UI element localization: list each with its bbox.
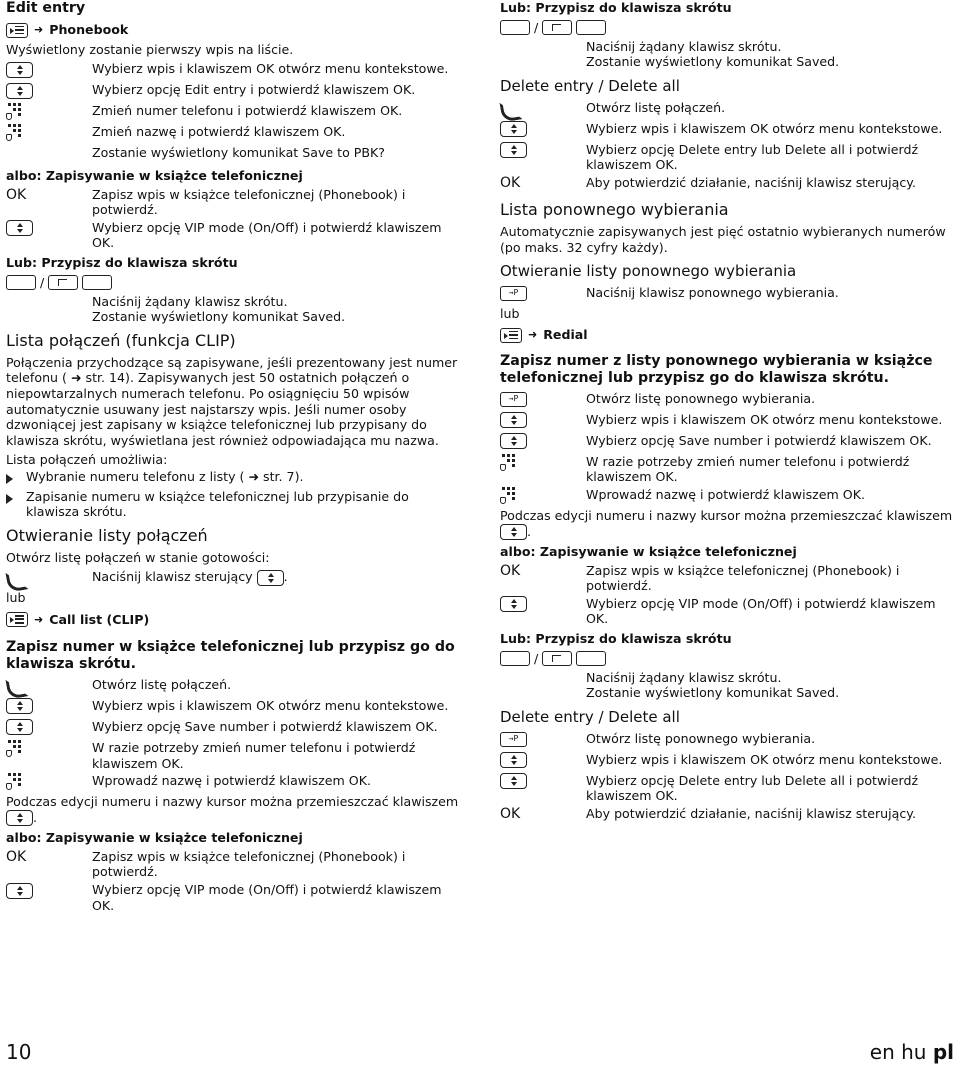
nav-key-icon [6,62,33,78]
lub-heading: Lub: Przypisz do klawisza skrótu [500,0,732,15]
step-text: Naciśnij żądany klawisz skrótu. [92,293,288,309]
step [500,806,956,825]
redial-key-icon: →P [500,732,527,747]
step [500,412,956,431]
menu-target: Redial [543,327,588,343]
step [6,124,464,143]
alt-heading: albo: Zapisywanie w książce telefonicznej [6,830,303,846]
call-key-icon [500,100,518,116]
step [500,563,956,594]
shortcut-key-icon [500,20,530,35]
step [500,731,956,750]
edit-entry-menu-path [6,21,464,40]
edit-entry-intro: Wyświetlony zostanie pierwszy wpis na liście. [6,41,294,57]
step [500,100,956,119]
redial-key-icon: →P [500,286,527,301]
step [500,487,956,506]
step [500,175,956,194]
step [6,882,464,913]
step [6,849,464,880]
redial-list-paragraph: Automatycznie zapisywanych jest pięć ostatnio wybieranych numerów (po maks. 32 cyfry każdy). [500,223,946,255]
open-call-list-heading: Otwieranie listy połączeń [6,525,208,545]
step [500,596,956,627]
step [6,61,464,80]
step [500,433,956,452]
step [500,285,956,304]
lub-heading: Lub: Przypisz do klawisza skrótu [6,255,238,271]
current-language: pl [932,1040,954,1064]
slash: / [534,650,539,666]
call-key-icon [6,677,24,693]
step: Naciśnij klawisz sterujący . [6,569,464,588]
keypad-icon [6,124,22,141]
nav-key-icon [6,698,33,714]
step-text: W razie potrzeby zmień numer telefonu i potwierdź klawiszem OK. [586,453,910,485]
nav-key-icon [500,752,527,768]
step-text: Wybierz opcję Save number i potwierdź klawiszem OK. [92,718,438,734]
step-text: Zostanie wyświetlony komunikat Saved. [586,54,840,70]
ok-key-label: OK [500,562,521,579]
save-redial-heading: Zapisz numer z listy ponownego wybierania w książce telefonicznej lub przypisz go do klawisza skrótu. [500,352,933,387]
step [500,121,956,140]
lub-heading: Lub: Przypisz do klawisza skrótu [500,631,732,646]
step-text: Aby potwierdzić działanie, naciśnij klawisz sterujący. [586,805,916,821]
step-text: Wybierz wpis i klawiszem OK otwórz menu kontekstowe. [92,61,449,77]
or-label: lub [500,306,520,322]
nav-key-icon [500,773,527,789]
step [500,454,956,485]
step [500,670,956,701]
step-text: Wybierz opcję VIP mode (On/Off) i potwierdź klawiszem OK. [92,219,442,251]
step-text: Zostanie wyświetlony komunikat Saved. [92,309,346,325]
slash: / [534,19,539,35]
slash: / [40,274,45,290]
page-number: 10 [6,1040,32,1064]
arrow-right-icon: ➜ [528,328,538,342]
arrow-right-icon: ➜ [34,23,44,37]
step-text: Naciśnij żądany klawisz skrótu. [586,669,782,685]
left-column [6,0,464,915]
nav-key-icon [6,810,33,826]
step-text: Naciśnij klawisz ponownego wybierania. [586,285,839,301]
keypad-icon [6,103,22,120]
step-text: Aby potwierdzić działanie, naciśnij klawisz sterujący. [586,174,916,190]
step-text: Wprowadź nazwę i potwierdź klawiszem OK. [92,773,371,789]
bullet-triangle-icon [6,469,26,488]
call-list-paragraph: Połączenia przychodzące są zapisywane, jeśli prezentowany jest numer telefonu ( ➜ str. 14). Zapisywanych jest 50 ostatnich połączeń o niepowtarzalnych numerach telefonu. Po osiągnięciu 50 wpisów automatycznie usuwany jest najstarszy wpis. Jeśli numer osoby dzwoniącej jest zapisany w książce telefonicznej lub przypisany do klawisza skrótu, wyświetlana jest również odpowiadająca mu nazwa. [6,354,458,448]
step-text: Zmień numer telefonu i potwierdź klawiszem OK. [92,103,403,119]
step-text: Wybierz wpis i klawiszem OK otwórz menu kontekstowe. [586,751,943,767]
step-text: Zmień nazwę i potwierdź klawiszem OK. [92,124,346,140]
shortcut-key-icon [500,651,530,666]
step-text: Otwórz listę ponownego wybierania. [586,390,816,406]
nav-key-icon [257,570,284,586]
step [6,740,464,771]
step [6,82,464,101]
menu-target: Call list (CLIP) [49,611,150,627]
keypad-icon [6,740,22,757]
nav-key-icon [500,524,527,540]
menu-key-icon [6,23,28,38]
keypad-icon [6,773,22,790]
cursor-note: Podczas edycji numeru i nazwy kursor można przemieszczać klawiszem . [6,794,459,825]
nav-key-icon [500,433,527,449]
nav-key-icon [6,220,33,236]
step-text: Wybierz wpis i klawiszem OK otwórz menu kontekstowe. [586,411,943,427]
menu-key-icon [6,612,28,627]
or-label: lub [6,590,26,606]
shortcut-key-icon [576,20,606,35]
step-text: Wprowadź nazwę i potwierdź klawiszem OK. [586,486,865,502]
cursor-note: Podczas edycji numeru i nazwy kursor można przemieszczać klawiszem . [500,507,953,539]
call-key-icon [6,570,24,586]
step [6,103,464,122]
keypad-icon [500,487,516,504]
menu-target: Phonebook [49,22,129,38]
soft-key-icon [48,275,78,290]
step-text: Otwórz listę ponownego wybierania. [586,730,816,746]
call-list-menu-path [6,610,464,629]
step-text: Zapisz wpis w książce telefonicznej (Phonebook) i potwierdź. [92,848,406,880]
step-text: Otwórz listę połączeń. [586,99,726,115]
keypad-icon [500,454,516,471]
soft-key-icon [542,651,572,666]
ok-key-label: OK [6,186,27,203]
step-text: Zapisz wpis w książce telefonicznej (Phonebook) i potwierdź. [586,562,900,594]
step-text: W razie potrzeby zmień numer telefonu i potwierdź klawiszem OK. [92,739,416,771]
step-text: Zapisz wpis w książce telefonicznej (Phonebook) i potwierdź. [92,186,406,218]
ok-key-label: OK [6,848,27,865]
step-text: Wybierz opcję VIP mode (On/Off) i potwierdź klawiszem OK. [92,882,442,913]
shortcut-keys [500,19,956,37]
step [6,145,464,164]
step [500,752,956,771]
alt-heading: albo: Zapisywanie w książce telefonicznej [6,168,303,184]
shortcut-key-icon [576,651,606,666]
step-text: Wybierz opcję Edit entry i potwierdź klawiszem OK. [92,82,416,98]
bullet-triangle-icon [6,489,26,520]
step-text: Wybierz opcję VIP mode (On/Off) i potwierdź klawiszem OK. [586,595,936,627]
list-item [6,469,464,488]
call-list-heading: Lista połączeń (funkcja CLIP) [6,330,236,350]
step [500,142,956,173]
ok-key-label: OK [500,805,521,822]
step [6,187,464,218]
step-text: Zostanie wyświetlony komunikat Save to PBK? [92,145,385,161]
shortcut-key-icon [82,275,112,290]
nav-key-icon [500,596,527,612]
menu-key-icon [500,328,522,343]
list-item-text: Zapisanie numeru w książce telefonicznej lub przypisanie do klawisza skrótu. [26,488,409,520]
other-languages: en hu [869,1040,927,1064]
step [6,773,464,792]
nav-key-icon [6,883,33,899]
nav-key-icon [500,412,527,428]
redial-key-icon: →P [500,392,527,407]
shortcut-key-icon [6,275,36,290]
call-list-enables: Lista połączeń umożliwia: [6,452,168,468]
step-text: Naciśnij klawisz sterujący [92,569,253,585]
language-indicator [870,1040,954,1064]
ok-key-label: OK [500,174,521,191]
step [6,220,464,251]
step-text: Wybierz wpis i klawiszem OK otwórz menu kontekstowe. [586,120,943,136]
step [6,719,464,738]
delete-heading: Delete entry / Delete all [500,76,680,95]
redial-menu-path [500,326,956,345]
nav-key-icon [6,719,33,735]
soft-key-icon [542,20,572,35]
delete-heading: Delete entry / Delete all [500,707,680,726]
open-redial-heading: Otwieranie listy ponownego wybierania [500,262,797,281]
step [6,294,464,325]
right-column [500,0,956,827]
step-text: Otwórz listę połączeń. [92,676,232,692]
edit-entry-heading: Edit entry [6,0,86,16]
nav-key-icon [500,142,527,158]
alt-heading: albo: Zapisywanie w książce telefonicznej [500,544,797,560]
open-call-list-intro: Otwórz listę połączeń w stanie gotowości: [6,549,270,565]
arrow-right-icon: ➜ [34,612,44,626]
step [6,698,464,717]
list-item [6,489,464,520]
step-text: Wybierz opcję Save number i potwierdź klawiszem OK. [586,432,932,448]
step-text: Zostanie wyświetlony komunikat Saved. [586,685,840,701]
redial-list-heading: Lista ponownego wybierania [500,199,729,219]
step-text: Wybierz opcję Delete entry lub Delete all i potwierdź klawiszem OK. [586,141,919,173]
nav-key-icon [500,121,527,137]
step [500,391,956,410]
save-number-heading: Zapisz numer w książce telefonicznej lub przypisz go do klawisza skrótu. [6,638,455,673]
step-text: Wybierz opcję Delete entry lub Delete all i potwierdź klawiszem OK. [586,772,919,804]
step-text: Wybierz wpis i klawiszem OK otwórz menu kontekstowe. [92,697,449,713]
step [500,773,956,804]
list-item-text: Wybranie numeru telefonu z listy ( ➜ str. 7). [26,469,304,484]
shortcut-keys [500,650,956,668]
shortcut-keys [6,274,464,292]
step [500,39,956,70]
nav-key-icon [6,83,33,99]
step-text: Naciśnij żądany klawisz skrótu. [586,38,782,54]
step [6,677,464,696]
